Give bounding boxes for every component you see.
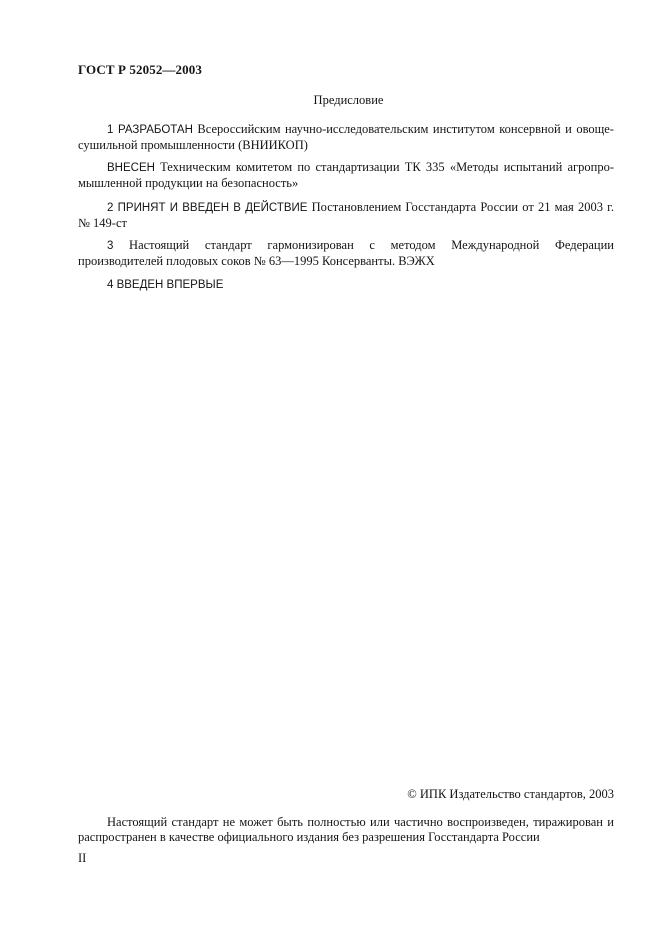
reproduction-notice: Настоящий стандарт не может быть полностью или частично воспроизведен, тиражирован и распространен в качестве официального издания без разрешения Госстандарта России xyxy=(78,815,614,844)
preface-item-4 xyxy=(78,277,614,293)
item-text: Техническим комитетом по стандартизации ТК 335 «Методы испытаний агропро-мышленной продукции на безопасность» xyxy=(78,160,614,190)
preface-item-submitted xyxy=(78,160,614,191)
item-lead: ВНЕСЕН xyxy=(107,162,155,174)
item-lead: 4 ВВЕДЕН ВПЕРВЫЕ xyxy=(107,279,224,291)
item-text: Настоящий стандарт гармонизирован с методом Международной Федерации производителей плодовых соков № 63—1995 Консерванты. ВЭЖХ xyxy=(78,238,614,268)
copyright-notice: © ИПК Издательство стандартов, 2003 xyxy=(407,787,614,801)
preface-item-2 xyxy=(78,200,614,231)
item-text: Всероссийским научно-исследовательским институтом консервной и овоще-сушильной промышленности (ВНИИКОП) xyxy=(78,122,614,152)
item-lead: 2 ПРИНЯТ И ВВЕДЕН В ДЕЙСТВИЕ xyxy=(107,202,308,214)
item-lead: 1 РАЗРАБОТАН xyxy=(107,124,193,136)
preface-item-1 xyxy=(78,122,614,153)
section-heading: Предисловие xyxy=(313,93,384,107)
item-text: Постановлением Госстандарта России от 21 мая 2003 г. № 149-ст xyxy=(78,200,614,230)
item-lead: 3 xyxy=(107,240,114,252)
preface-item-3 xyxy=(78,238,614,269)
document-code: ГОСТ Р 52052—2003 xyxy=(78,62,202,77)
page-number: II xyxy=(78,851,87,865)
